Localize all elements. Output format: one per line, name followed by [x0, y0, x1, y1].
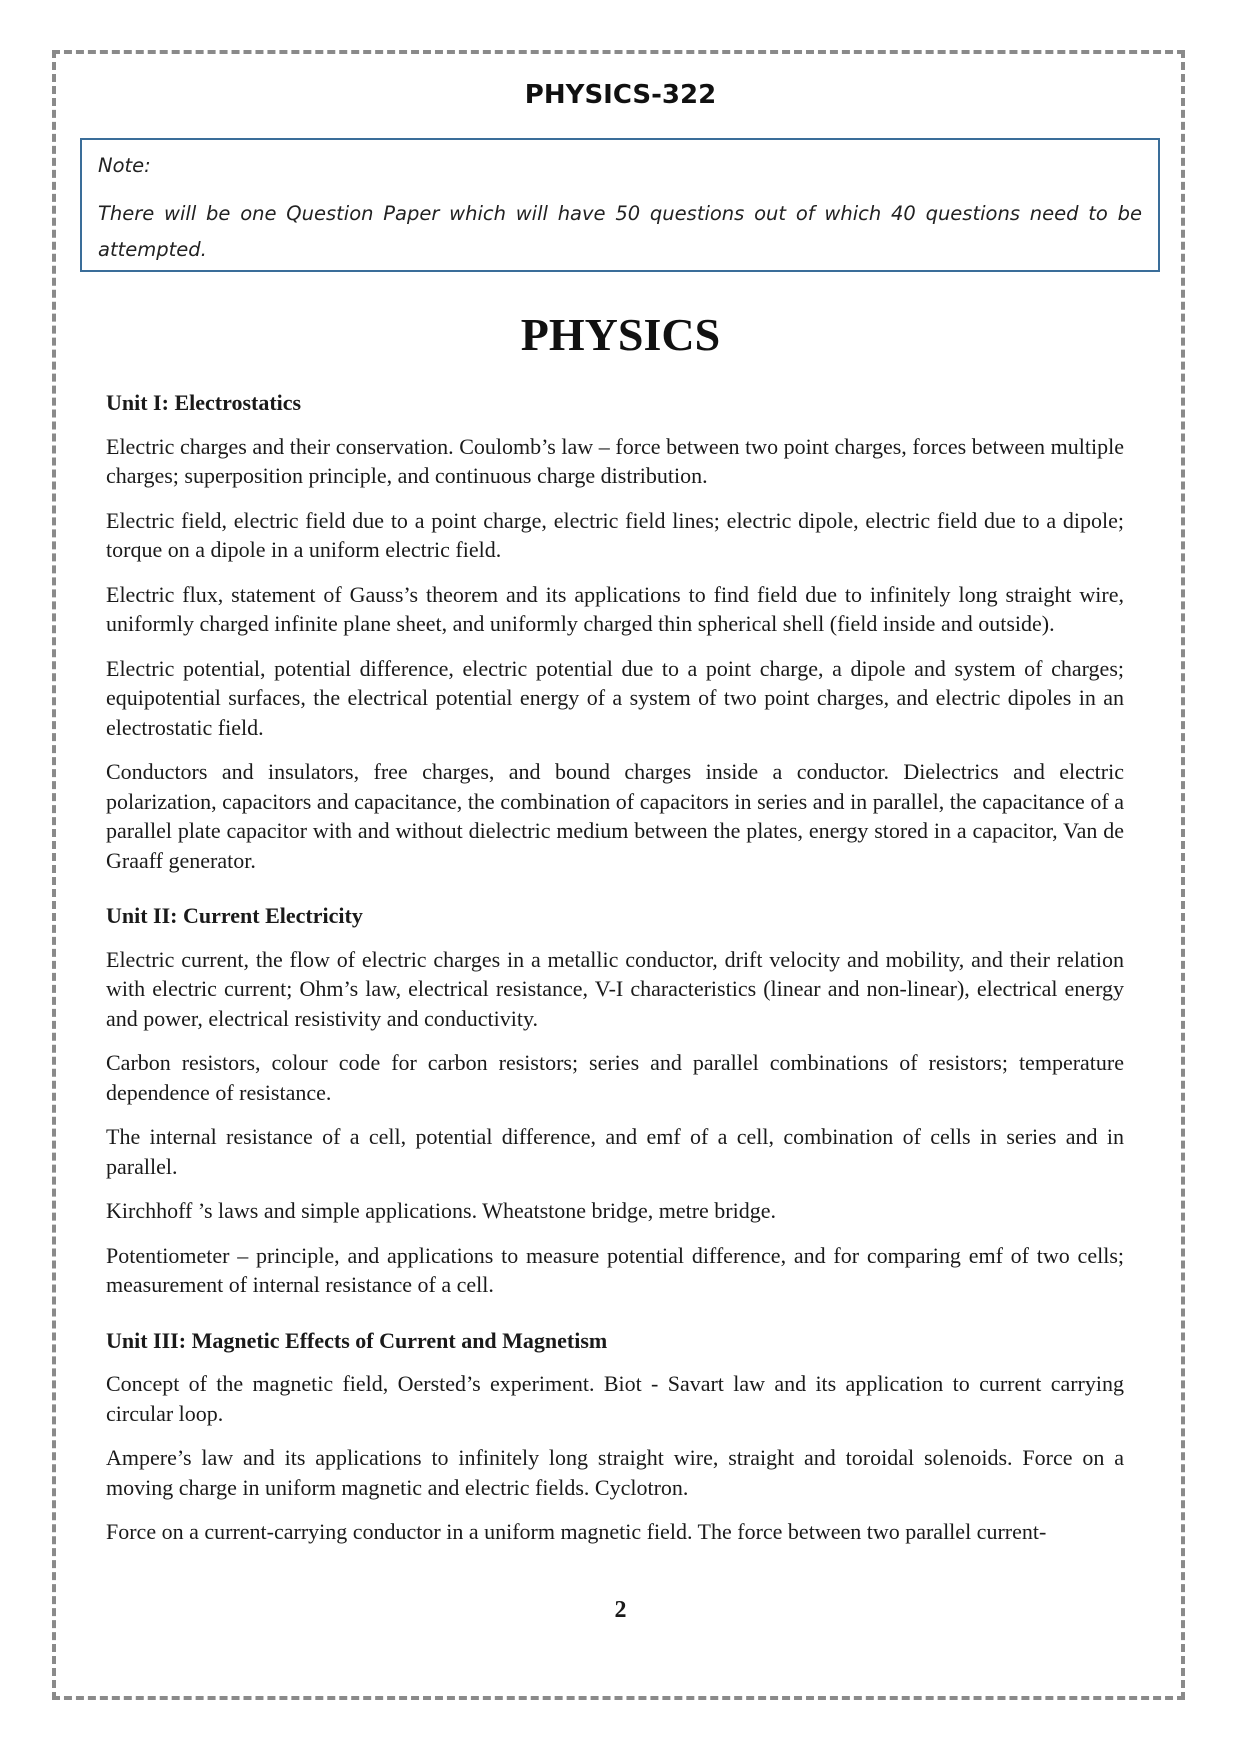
main-title: PHYSICS	[520, 309, 721, 360]
note-label: Note:	[98, 154, 151, 177]
unit-paragraph: Potentiometer – principle, and applications to measure potential difference, and for comparing emf of two cells; measurement of internal resistance of a cell.	[106, 1242, 1124, 1297]
unit-paragraph: Concept of the magnetic field, Oersted’s experiment. Biot - Savart law and its application to current carrying circular loop.	[106, 1371, 1124, 1426]
unit-paragraph: The internal resistance of a cell, potential difference, and emf of a cell, combination of cells in series and in parallel.	[106, 1124, 1124, 1179]
unit-paragraph: Kirchhoff ’s laws and simple applications. Wheatstone bridge, metre bridge.	[106, 1198, 777, 1223]
note-box	[80, 138, 1160, 272]
syllabus-content	[106, 388, 1124, 1562]
unit-paragraph: Electric current, the flow of electric charges in a metallic conductor, drift velocity and mobility, and their relation with electric current; Ohm’s law, electrical resistance, V-I characteristics (linear and non-linear), electrical energy and power, electrical resistivity and conductivity.	[106, 946, 1124, 1031]
unit-paragraph: Electric potential, potential difference, electric potential due to a point charge, a dipole and system of charges; equipotential surfaces, the electrical potential energy of a system of two point charges, and electric dipoles in an electrostatic field.	[106, 655, 1124, 740]
unit-paragraph: Electric charges and their conservation. Coulomb’s law – force between two point charges, forces between multiple charges; superposition principle, and continuous charge distribution.	[106, 433, 1124, 488]
unit-heading: Unit III: Magnetic Effects of Current and Magnetism	[106, 1327, 608, 1353]
unit-paragraph: Conductors and insulators, free charges, and bound charges inside a conductor. Dielectrics and electric polarization, capacitors and capacitance, the combination of capacitors in series and in parallel, the capacitance of a parallel plate capacitor with and without dielectric medium between the plates, energy stored in a capacitor, Van de Graaff generator.	[106, 759, 1124, 873]
unit-paragraph: Force on a current-carrying conductor in a uniform magnetic field. The force between two parallel current-	[106, 1519, 1047, 1544]
unit-paragraph: Electric field, electric field due to a point charge, electric field lines; electric dipole, electric field due to a dipole; torque on a dipole in a uniform electric field.	[106, 507, 1124, 562]
note-text: There will be one Question Paper which will have 50 questions out of which 40 questions need to be attempted.	[98, 202, 1142, 261]
unit-paragraph: Electric flux, statement of Gauss’s theorem and its applications to find field due to infinitely long straight wire, uniformly charged infinite plane sheet, and uniformly charged thin spherical shell (field inside and outside).	[106, 581, 1124, 636]
paper-code-title: PHYSICS-322	[524, 80, 717, 110]
page-number: 2	[614, 1597, 627, 1623]
unit-paragraph: Carbon resistors, colour code for carbon resistors; series and parallel combinations of resistors; temperature dependence of resistance.	[106, 1050, 1124, 1105]
unit-heading: Unit I: Electrostatics	[106, 390, 302, 415]
unit-paragraph: Ampere’s law and its applications to infinitely long straight wire, straight and toroidal solenoids. Force on a moving charge in uniform magnetic and electric fields. Cyclotron.	[106, 1445, 1124, 1500]
unit-heading: Unit II: Current Electricity	[106, 903, 363, 928]
